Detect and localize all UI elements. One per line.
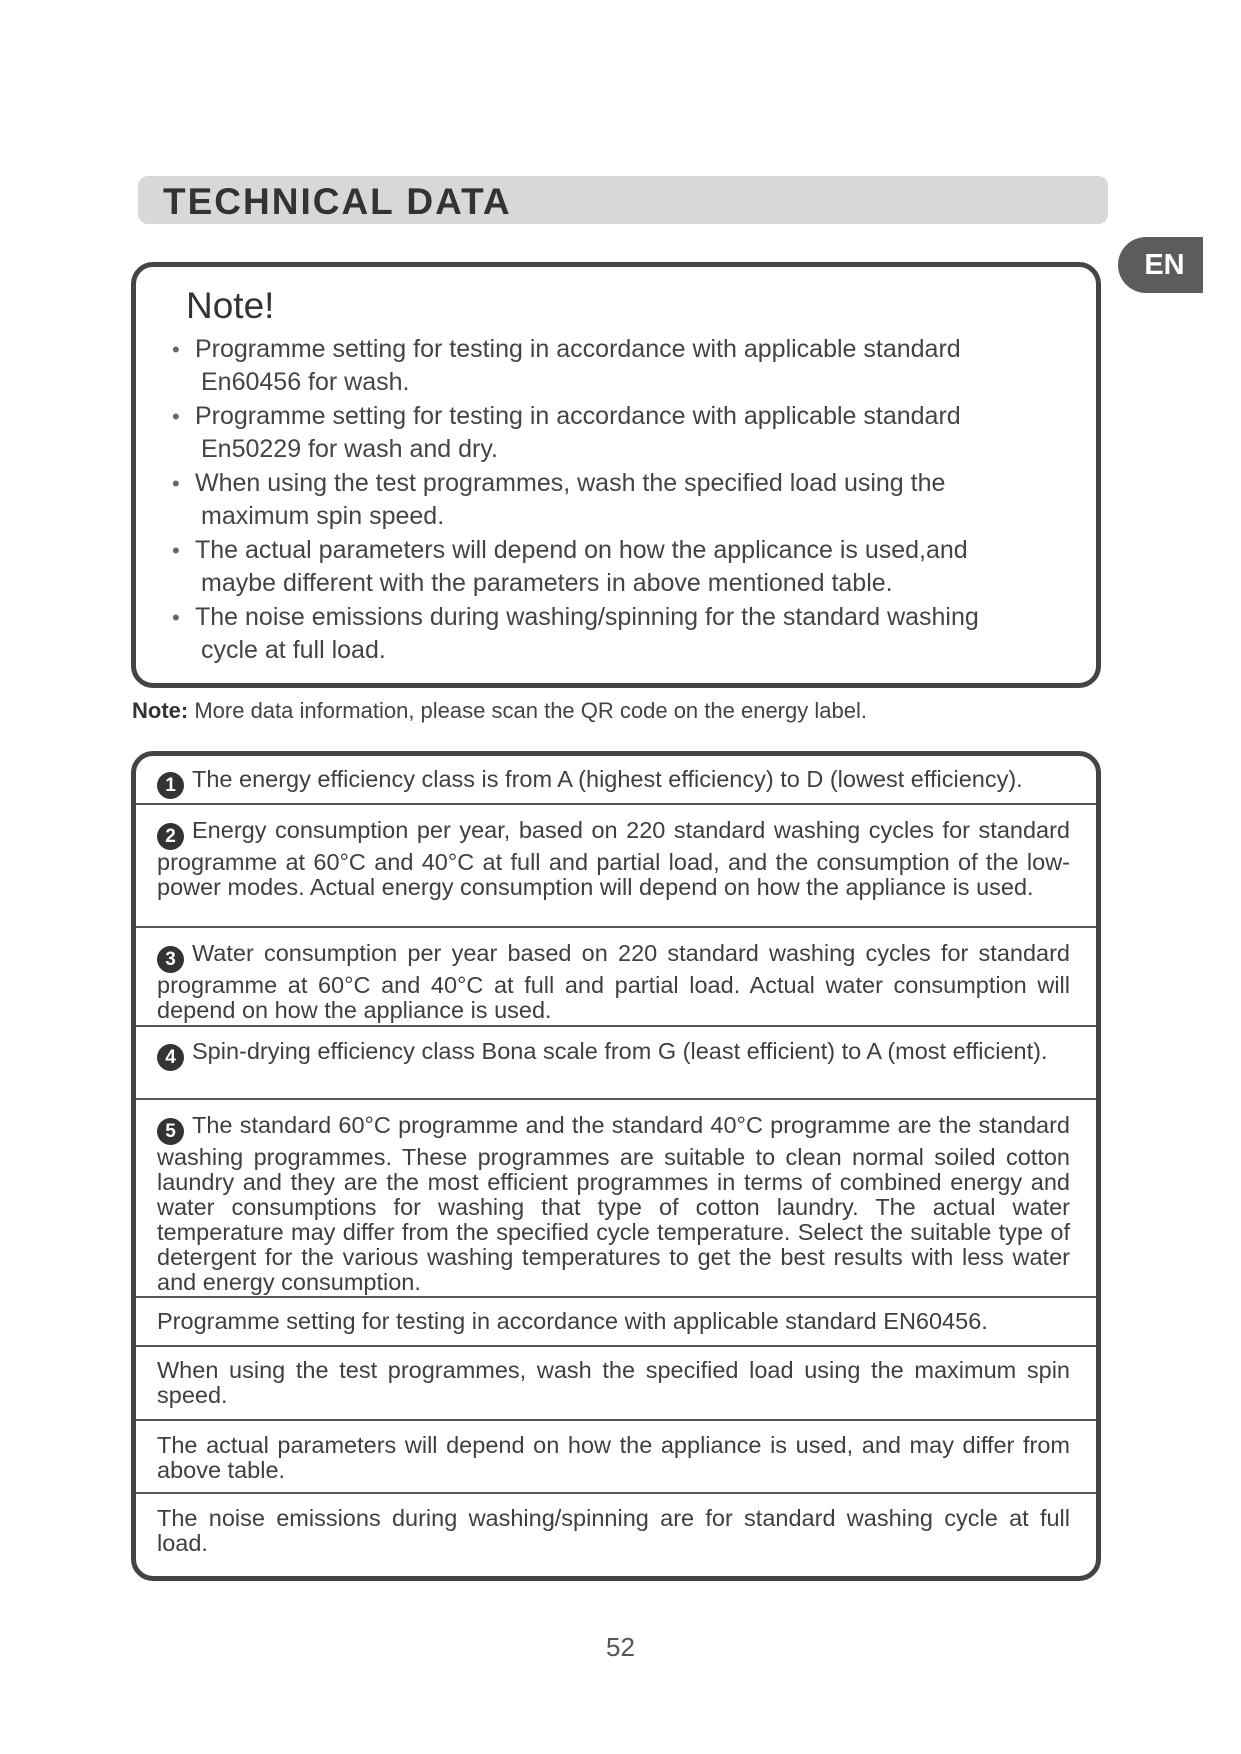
note-title: Note! — [186, 285, 275, 326]
table-row: 4 Spin-drying efficiency class Bona scale from G (least efficient) to A (most efficient). — [136, 1027, 1096, 1100]
number-badge-4: 4 — [157, 1044, 184, 1071]
table-row: 5 The standard 60°C programme and the standard 40°C programme are the standard washing programmes. These programmes are suitable to clean normal soiled cotton laundry and they are the most efficient programmes in terms of combined energy and water consumptions for washing that type of cotton laundry. The actual water temperature may differ from the specified cycle temperature. Select the suitable type of detergent for the various washing temperatures to get the best results with less water and energy consumption. — [136, 1100, 1096, 1298]
number-badge-2: 2 — [157, 823, 184, 850]
table-row: 3 Water consumption per year based on 220 standard washing cycles for standard programme at 60°C and 40°C at full and partial load. Actual water consumption will depend on how the appliance is used. — [136, 928, 1096, 1027]
table-row: When using the test programmes, wash the specified load using the maximum spin speed. — [136, 1347, 1096, 1421]
number-badge-3: 3 — [157, 946, 184, 973]
note-item: • Programme setting for testing in accordance with applicable standard En50229 for wash and dry. — [170, 400, 1070, 466]
data-explanation-table — [131, 751, 1101, 1581]
note-box — [131, 262, 1101, 688]
section-title: TECHNICAL DATA — [163, 181, 512, 222]
footnote-text: More data information, please scan the QR code on the energy label. — [188, 698, 867, 723]
number-badge-1: 1 — [157, 772, 184, 799]
note-item: • When using the test programmes, wash the specified load using the maximum spin speed. — [170, 467, 1070, 533]
table-row: 1 The energy efficiency class is from A (highest efficiency) to D (lowest efficiency). — [136, 756, 1096, 805]
table-row: The actual parameters will depend on how the appliance is used, and may differ from above table. — [136, 1421, 1096, 1494]
number-badge-5: 5 — [157, 1118, 184, 1145]
note-item: • The noise emissions during washing/spinning for the standard washing cycle at full load. — [170, 601, 1070, 667]
page-number: 52 — [606, 1632, 635, 1662]
table-row: 2 Energy consumption per year, based on 220 standard washing cycles for standard programme at 60°C and 40°C at full and partial load, and the consumption of the low-power modes. Actual energy consumption will depend on how the appliance is used. — [136, 805, 1096, 928]
note-list — [170, 333, 1070, 668]
footnote-label: Note: — [132, 698, 189, 723]
table-row: The noise emissions during washing/spinning are for standard washing cycle at full load. — [157, 1505, 1070, 1556]
note-item: • The actual parameters will depend on how the applicance is used,and maybe different with the parameters in above mentioned table. — [170, 534, 1070, 600]
table-row: Programme setting for testing in accordance with applicable standard EN60456. — [136, 1298, 1096, 1347]
footnote — [132, 698, 867, 724]
section-title-bar — [138, 176, 1108, 224]
language-tab[interactable]: EN — [1118, 237, 1203, 293]
note-item: • Programme setting for testing in accordance with applicable standard En60456 for wash. — [170, 333, 1070, 399]
